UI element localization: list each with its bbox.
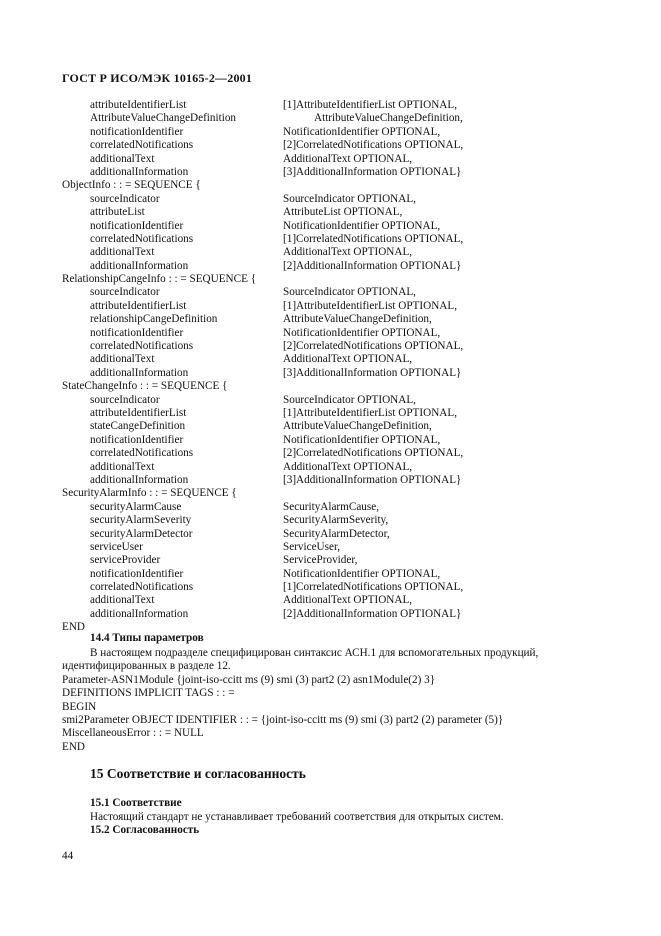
field-type: AdditionalText OPTIONAL, xyxy=(283,460,413,473)
field-type: [3]AdditionalInformation OPTIONAL} xyxy=(283,473,462,486)
page-number: 44 xyxy=(62,850,74,862)
field-name: ObjectInfo : : = SEQUENCE { xyxy=(62,179,201,192)
field-type: SourceIndicator OPTIONAL, xyxy=(283,286,416,299)
field-type: [1]CorrelatedNotifications OPTIONAL, xyxy=(283,232,464,245)
field-name: notificationIdentifier xyxy=(90,433,184,446)
field-type: [1]AttributeIdentifierList OPTIONAL, xyxy=(283,99,457,111)
field-name: sourceIndicator xyxy=(90,393,160,406)
field-type: NotificationIdentifier OPTIONAL, xyxy=(283,433,441,446)
field-name: sourceIndicator xyxy=(90,286,160,299)
field-name: RelationshipCangeInfo : : = SEQUENCE { xyxy=(62,273,257,286)
intro-line-2: идентифицированных в разделе 12. xyxy=(62,660,231,673)
field-name: StateChangeInfo : : = SEQUENCE { xyxy=(62,380,228,393)
sequence-field-row xyxy=(62,514,622,527)
sequence-field-row xyxy=(62,260,622,273)
sequence-definition-line xyxy=(62,380,622,393)
field-name: correlatedNotifications xyxy=(90,139,194,152)
document-header: ГОСТ Р ИСО/МЭК 10165-2—2001 xyxy=(62,71,253,85)
field-type: NotificationIdentifier OPTIONAL, xyxy=(283,125,441,138)
field-type: AttributeValueChangeDefinition, xyxy=(283,420,432,433)
sequence-field-row xyxy=(62,541,622,554)
sequence-field-row xyxy=(62,474,622,487)
sequence-definition-line xyxy=(62,179,622,192)
sequence-field-row xyxy=(62,501,622,514)
field-name: notificationIdentifier xyxy=(90,219,184,232)
field-type: AdditionalText OPTIONAL, xyxy=(283,152,413,165)
parameter-code-line: Parameter-ASN1Module {joint-iso-ccitt ms (9) smi (3) part2 (2) asn1Module(2) 3} xyxy=(62,673,436,686)
field-name: notificationIdentifier xyxy=(90,326,184,339)
field-name: additionalText xyxy=(90,246,155,259)
field-name: SecurityAlarmInfo : : = SEQUENCE { xyxy=(62,487,237,500)
field-name: END xyxy=(62,621,85,634)
field-name: additionalText xyxy=(90,460,155,473)
field-name: correlatedNotifications xyxy=(90,581,194,594)
field-name: AttributeValueChangeDefinition xyxy=(90,112,237,125)
field-name: additionalInformation xyxy=(90,473,189,486)
field-type: [2]AdditionalInformation OPTIONAL} xyxy=(283,607,462,620)
field-type: [2]AdditionalInformation OPTIONAL} xyxy=(283,259,462,272)
sequence-field-row xyxy=(62,581,622,594)
section-15-1-body xyxy=(62,811,622,824)
parameter-code-line: MiscellaneousError : : = NULL xyxy=(62,727,204,740)
field-type: SecurityAlarmDetector, xyxy=(283,527,390,540)
sequence-field-row xyxy=(62,233,622,246)
sequence-field-row xyxy=(62,594,622,607)
sequence-field-row xyxy=(62,420,622,433)
field-type: [2]CorrelatedNotifications OPTIONAL, xyxy=(283,139,464,152)
field-type: SourceIndicator OPTIONAL, xyxy=(283,393,416,406)
sequence-definition-line xyxy=(62,273,622,286)
sequence-field-row xyxy=(62,394,622,407)
sequence-field-row xyxy=(62,112,622,125)
sequence-field-row xyxy=(62,126,622,139)
parameter-code-line: DEFINITIONS IMPLICIT TAGS : : = xyxy=(62,687,235,700)
sequence-field-row xyxy=(62,153,622,166)
field-type: NotificationIdentifier OPTIONAL, xyxy=(283,326,441,339)
parameter-code-line: BEGIN xyxy=(62,700,97,713)
field-type: AttributeValueChangeDefinition, xyxy=(314,112,463,125)
field-name: stateCangeDefinition xyxy=(90,420,186,433)
sequence-field-row xyxy=(62,447,622,460)
field-type: AdditionalText OPTIONAL, xyxy=(283,246,413,259)
sequence-field-row xyxy=(62,99,622,112)
sequence-field-row xyxy=(62,327,622,340)
field-type: [3]AdditionalInformation OPTIONAL} xyxy=(283,366,462,379)
sequence-field-row xyxy=(62,193,622,206)
field-type: [3]AdditionalInformation OPTIONAL} xyxy=(283,165,462,178)
field-name: additionalInformation xyxy=(90,366,189,379)
field-name: serviceProvider xyxy=(90,554,161,567)
field-type: [1]AttributeIdentifierList OPTIONAL, xyxy=(283,406,457,419)
sequence-field-row xyxy=(62,340,622,353)
field-type: SourceIndicator OPTIONAL, xyxy=(283,192,416,205)
sequence-field-row xyxy=(62,166,622,179)
sequence-definition-line xyxy=(62,487,622,500)
asn1-code-block xyxy=(62,99,622,635)
field-type: [1]CorrelatedNotifications OPTIONAL, xyxy=(283,581,464,594)
sequence-field-row xyxy=(62,220,622,233)
field-type: SecurityAlarmSeverity, xyxy=(283,514,389,527)
sequence-field-row xyxy=(62,206,622,219)
sequence-field-row xyxy=(62,461,622,474)
sequence-field-row xyxy=(62,300,622,313)
field-type: ServiceUser, xyxy=(283,540,341,553)
field-name: attributeIdentifierList xyxy=(90,299,187,312)
field-name: additionalText xyxy=(90,353,155,366)
field-name: correlatedNotifications xyxy=(90,340,194,353)
field-name: additionalInformation xyxy=(90,607,189,620)
field-type: AttributeList OPTIONAL, xyxy=(283,206,403,219)
parameter-code-line: END xyxy=(62,740,85,753)
field-name: securityAlarmSeverity xyxy=(90,514,192,527)
field-name: additionalInformation xyxy=(90,165,189,178)
field-name: serviceUser xyxy=(90,540,143,553)
sequence-field-row xyxy=(62,407,622,420)
field-name: attributeList xyxy=(90,206,145,219)
sequence-field-row xyxy=(62,608,622,621)
sequence-field-row xyxy=(62,554,622,567)
section-14-4-body xyxy=(62,647,622,754)
field-type: AdditionalText OPTIONAL, xyxy=(283,353,413,366)
field-name: correlatedNotifications xyxy=(90,232,194,245)
field-name: relationshipCangeDefinition xyxy=(90,313,218,326)
field-name: additionalText xyxy=(90,152,155,165)
section-15-1-text: Настоящий стандарт не устанавливает требований соответствия для открытых систем. xyxy=(90,811,504,823)
field-type: NotificationIdentifier OPTIONAL, xyxy=(283,219,441,232)
field-type: [2]CorrelatedNotifications OPTIONAL, xyxy=(283,340,464,353)
field-type: ServiceProvider, xyxy=(283,554,358,567)
field-name: attributeIdentifierList xyxy=(90,406,187,419)
field-name: additionalInformation xyxy=(90,259,189,272)
sequence-field-row xyxy=(62,528,622,541)
field-name: notificationIdentifier xyxy=(90,125,184,138)
sequence-field-row xyxy=(62,286,622,299)
sequence-field-row xyxy=(62,139,622,152)
section-14-4-title: 14.4 Типы параметров xyxy=(90,632,204,644)
field-name: attributeIdentifierList xyxy=(90,99,187,111)
sequence-field-row xyxy=(62,353,622,366)
field-type: SecurityAlarmCause, xyxy=(283,500,380,513)
field-name: securityAlarmCause xyxy=(90,500,182,513)
field-name: additionalText xyxy=(90,594,155,607)
field-name: notificationIdentifier xyxy=(90,567,184,580)
sequence-field-row xyxy=(62,246,622,259)
sequence-field-row xyxy=(62,313,622,326)
field-type: [1]AttributeIdentifierList OPTIONAL, xyxy=(283,299,457,312)
intro-line-1: В настоящем подразделе специфицирован синтаксис АСН.1 для вспомогательных продукций, xyxy=(90,647,539,659)
sequence-field-row xyxy=(62,367,622,380)
field-name: securityAlarmDetector xyxy=(90,527,193,540)
field-name: sourceIndicator xyxy=(90,192,160,205)
sequence-field-row xyxy=(62,568,622,581)
parameter-code-line: smi2Parameter OBJECT IDENTIFIER : : = {joint-iso-ccitt ms (9) smi (3) part2 (2) parameter (5)} xyxy=(62,714,504,727)
field-type: NotificationIdentifier OPTIONAL, xyxy=(283,567,441,580)
section-15-2-title: 15.2 Согласованность xyxy=(90,824,200,836)
field-type: AdditionalText OPTIONAL, xyxy=(283,594,413,607)
field-name: correlatedNotifications xyxy=(90,447,194,460)
section-15-1-title: 15.1 Соответствие xyxy=(90,797,182,809)
field-type: [2]CorrelatedNotifications OPTIONAL, xyxy=(283,447,464,460)
sequence-field-row xyxy=(62,434,622,447)
section-15-heading: 15 Соответствие и согласованность xyxy=(90,766,306,781)
field-type: AttributeValueChangeDefinition, xyxy=(283,313,432,326)
